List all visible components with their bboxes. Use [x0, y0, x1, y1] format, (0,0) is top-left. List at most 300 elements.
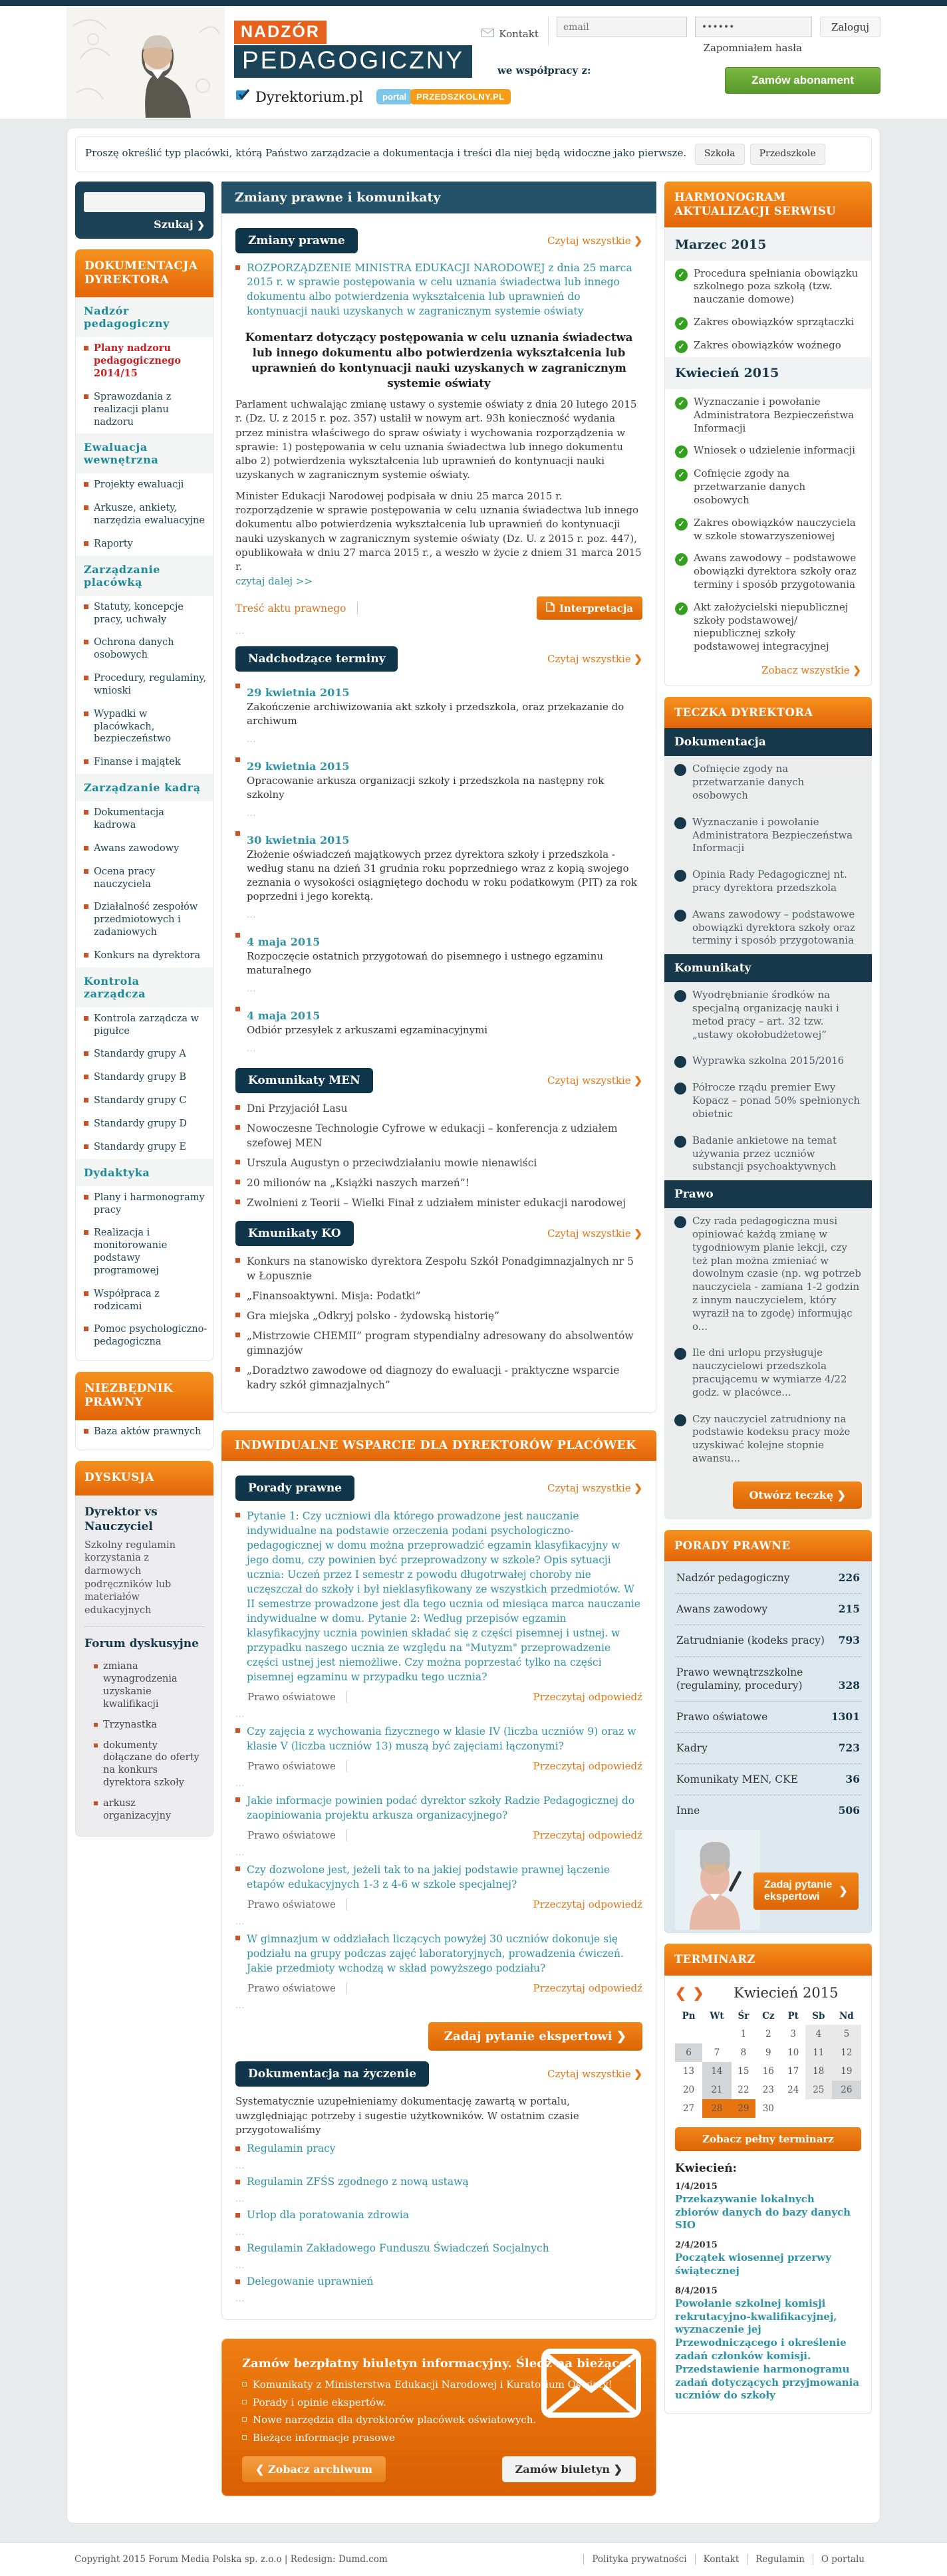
bullet-icon [84, 904, 88, 909]
bullet-icon [84, 676, 88, 680]
schedule-item[interactable]: ✓ Wyznaczanie i powołanie Administratora Bezpieczeństwa Informacji [665, 389, 871, 438]
bullet-icon [235, 1513, 240, 1517]
read-answer-link[interactable]: Przeczytaj odpowiedź [533, 1829, 642, 1842]
schedule-month-title: Marzec 2015 [665, 229, 871, 261]
bullet-icon [235, 1313, 240, 1317]
sidebar-menu-link[interactable]: Raporty [76, 533, 213, 556]
sidebar-menu-link[interactable]: Plany i harmonogramy pracy [76, 1186, 213, 1222]
calendar-day-cell[interactable]: 13 [682, 2065, 695, 2077]
facility-type-button[interactable]: Przedszkole [750, 144, 825, 165]
calendar-day-cell[interactable]: 26 [832, 2081, 861, 2099]
question-link[interactable]: W gimnazjum w oddziałach liczących powyżej 30 uczniów dokonuje się podziału na grupy podczas zajęć laboratoryjnych, prowadzenia ćwiczeń. Jakie przedmioty wchodzą w skład powyższego podziału? [247, 1933, 624, 1975]
calendar-day-name: Cz [762, 2010, 775, 2021]
documentation-link[interactable]: Urlop dla poratowania zdrowia [247, 2209, 410, 2222]
square-bullet-icon [242, 2400, 247, 2404]
documentation-link[interactable]: Regulamin Zakładowego Funduszu Świadczeń Socjalnych [247, 2242, 549, 2255]
read-all-link[interactable]: Czytaj wszystkie ❯ [547, 1227, 642, 1240]
newsletter-benefit: Porady i opinie ekspertów. [242, 2396, 636, 2410]
sidebar-menu-link[interactable]: Plany nadzoru pedagogicznego 2014/15 [76, 337, 213, 386]
interpretation-button[interactable]: Interpretacja [537, 596, 642, 620]
deadline-date[interactable]: 29 kwietnia 2015 [247, 760, 350, 773]
bullet-icon [235, 831, 240, 836]
forum-topic-link[interactable]: Trzynastka [84, 1715, 204, 1736]
sidebar-menu-link[interactable]: Finanse i majątek [76, 751, 213, 774]
schedule-item[interactable]: ✓ Cofnięcie zgody na przetwarzanie danych osobowych [665, 461, 871, 509]
forum-title: Forum dyskusyjne [84, 1637, 199, 1651]
calendar-day-cell[interactable]: 19 [832, 2062, 861, 2081]
sidebar-menu-link[interactable]: Awans zawodowy [76, 837, 213, 860]
sidebar-menu-link[interactable]: Wypadki w placówkach, bezpieczeństwo [76, 703, 213, 751]
tab-komunikaty-men[interactable]: Komunikaty MEN [235, 1068, 373, 1093]
calendar-day-cell[interactable]: 23 [762, 2084, 774, 2095]
calendar-day-cell[interactable]: 4 [805, 2025, 832, 2043]
calendar-event [665, 2281, 871, 2405]
ko-news-link[interactable]: Konkurs na stanowisko dyrektora Zespołu Szkół Ponadgimnazjalnych nr 5 w Łopusznie [247, 1255, 634, 1283]
chevron-right-icon: ❯ [616, 2029, 626, 2044]
legal-act-link[interactable]: Treść aktu prawnego [235, 602, 358, 614]
footer-link[interactable]: O portalu [813, 2554, 873, 2565]
calendar-day-cell[interactable]: 28 [702, 2099, 732, 2118]
calendar-day-name: Wt [710, 2010, 724, 2021]
calendar-event [665, 2176, 871, 2235]
chevron-right-icon: ❯ [634, 2068, 642, 2081]
commentary-paragraph: Parlament uchwalając zmianę ustawy o systemie oświaty z dnia 20 lutego 2015 r. (Dz. U. z 2015 r. poz. 357) ustalił w nowym art. 93h konieczność wydania przez ministra właściwego do spraw oświaty i wychowania rozporządzenia w sprawie: 1) postępowania w celu uznania świadectwa lub innego dokumentu albo 2) potwierdzenia wykształcenia lub uprawnień do kontynuacji nauki uzyskanych w zagranicznym systemie oświaty. [235, 398, 637, 481]
bullet-icon [235, 1797, 240, 1802]
read-answer-link[interactable]: Przeczytaj odpowiedź [533, 1691, 642, 1704]
calendar-day-cell[interactable]: 21 [702, 2081, 732, 2099]
chevron-right-icon: ❯ [837, 1488, 846, 1501]
question-category[interactable]: Prawo oświatowe [247, 1691, 347, 1703]
advice-category-label: Inne [676, 1805, 700, 1817]
calendar-day-cell[interactable]: 1 [740, 2028, 747, 2039]
folder-item-link[interactable]: Wyodrębnianie środków na specjalną organizację nauki i metod pracy – art. 32 tzw. „ustawy okołobudżetowej” [664, 982, 872, 1048]
chevron-right-icon: ❯ [613, 2463, 622, 2476]
calendar-day-cell[interactable]: 5 [832, 2025, 861, 2043]
sidebar-menu-link[interactable]: Arkusze, ankiety, narzędzia ewaluacyjne [76, 497, 213, 533]
advice-category-row[interactable] [675, 1563, 861, 1594]
folder-item-link[interactable]: Wyznaczanie i powołanie Administratora Bezpieczeństwa Informacji [664, 809, 872, 862]
event-link[interactable]: Początek wiosennej przerwy świątecznej [675, 2252, 831, 2277]
schedule-item[interactable]: ✓ Zakres obowiązków nauczyciela w szkole stowarzyszeniowej [665, 510, 871, 546]
chevron-right-icon: ❯ [634, 234, 642, 247]
order-newsletter-button[interactable]: Zamów biuletyn ❯ [502, 2456, 636, 2482]
login-area [481, 17, 880, 46]
advice-category-row[interactable] [675, 1657, 861, 1702]
calendar-day-cell[interactable]: 10 [787, 2047, 799, 2058]
check-icon: ✓ [675, 446, 688, 458]
documentation-item [235, 2209, 642, 2237]
bullet-icon [84, 1327, 88, 1331]
ko-news-link[interactable]: Gra miejska „Odkryj polsko - żydowską historię” [247, 1310, 499, 1323]
tab-dokumentacja-na-zyczenie[interactable]: Dokumentacja na życzenie [235, 2061, 429, 2087]
folder-group-title: Prawo [664, 1180, 872, 1208]
calendar-day-cell[interactable] [702, 2025, 732, 2043]
schedule-item[interactable]: ✓ Wniosek o udzielenie informacji [665, 438, 871, 461]
envelope-icon [541, 2349, 641, 2420]
bullet-icon [84, 482, 88, 487]
folder-item-link[interactable]: Awans zawodowy – podstawowe obowiązki dyrektora szkoły oraz terminy i sposób przygotowania [664, 902, 872, 954]
read-answer-link[interactable]: Przeczytaj odpowiedź [533, 1898, 642, 1911]
menu-section [76, 774, 213, 967]
sidebar-menu-link[interactable]: Działalność zespołów przedmiotowych i zadaniowych [76, 896, 213, 944]
calendar-day-cell[interactable]: 24 [787, 2084, 799, 2095]
footer-link[interactable]: Kontakt [695, 2554, 747, 2565]
main-column [221, 182, 656, 2497]
advice-category-row[interactable] [675, 1594, 861, 1625]
calendar-day-cell[interactable]: 27 [682, 2103, 695, 2114]
calendar-day-cell[interactable] [675, 2025, 702, 2043]
calendar-prev-icon[interactable]: ❮ [675, 1984, 686, 2001]
bullet-icon [235, 1258, 240, 1263]
notice-text: Proszę określić typ placówki, którą Państwo zarządzacie a dokumentacja i treści dla niej będą widoczne jako pierwsze. [85, 147, 687, 159]
folder-item-link[interactable]: Czy rada pedagogiczna musi opiniować każdą zmianę w tygodniowym planie lekcji, czy też plan można zmieniać w dowolnym czasie (np. wg potrzeb nauczyciela - zamiana 1-2 godzin z innym nauczycielem, który wyraził na to zgodę) informując o... [664, 1208, 872, 1340]
document-circle-icon [674, 870, 686, 882]
calendar-day-cell[interactable] [832, 2099, 861, 2118]
calendar-day-cell[interactable]: 6 [675, 2043, 702, 2062]
bullet-icon [84, 346, 88, 350]
folder-item-link[interactable]: Czy nauczyciel zatrudniony na podstawie kodeksu pracy może uzyskiwać kolejne stopnie awansu... [664, 1406, 872, 1472]
advice-category-label: Prawo wewnątrzszkolne (regulaminy, procedury) [676, 1666, 803, 1692]
deadline-item [235, 680, 642, 748]
sidebar-menu-link[interactable]: Projekty ewaluacji [76, 473, 213, 497]
advice-category-row[interactable] [675, 1733, 861, 1764]
footer-link[interactable]: Regulamin [747, 2554, 813, 2565]
bullet-icon [84, 640, 88, 644]
calendar-week-row [675, 2081, 861, 2099]
sidebar-menu-link[interactable]: Realizacja i monitorowanie podstawy programowej [76, 1222, 213, 1282]
calendar-day-cell[interactable]: 29 [732, 2099, 755, 2118]
men-news-link[interactable]: Urszula Augustyn o przeciwdziałaniu mowie nienawiści [247, 1157, 537, 1170]
deadline-date[interactable]: 4 maja 2015 [247, 1009, 321, 1023]
footer [0, 2542, 947, 2576]
read-all-link[interactable]: Czytaj wszystkie ❯ [547, 1482, 642, 1495]
calendar-day-cell[interactable]: 15 [738, 2065, 749, 2077]
advice-category-count: 215 [838, 1603, 860, 1616]
folder-item-link[interactable]: Badanie ankietowe na temat używania przez uczniów substancji psychoaktywnych [664, 1128, 872, 1180]
deadline-text: Opracowanie arkusza organizacji szkoły i przedszkola na następny rok szkolny [247, 775, 605, 801]
deadline-item [235, 827, 642, 924]
calendar-day-name: Sb [812, 2010, 825, 2021]
sidebar-menu-link[interactable]: Standardy grupy C [76, 1089, 213, 1112]
legal-change-link[interactable]: ROZPORZĄDZENIE MINISTRA EDUKACJI NARODOWEJ z dnia 25 marca 2015 r. w sprawie postępowania w celu uznania świadectwa lub innego dokumentu albo potwierdzenia wykształcenia lub uprawnień do kontynuacji nauki uzyskanych w zagranicznym systemie oświaty [247, 261, 632, 317]
menu-section-title: Ewaluacja wewnętrzna [76, 434, 213, 473]
ko-news-link[interactable]: „Mistrzowie CHEMII” program stypendialny adresowany do absolwentów gimnazjów [247, 1330, 634, 1357]
calendar-day-cell[interactable]: 12 [832, 2043, 861, 2062]
menu-section-title: Dydaktyka [76, 1159, 213, 1186]
bullet-icon [235, 1367, 240, 1372]
men-news-link[interactable]: Dni Przyjaciół Lasu [247, 1102, 348, 1115]
calendar-day-cell[interactable]: 17 [787, 2065, 799, 2077]
discussion-header: DYSKUSJA [75, 1461, 213, 1495]
sidebar-menu-link[interactable]: Współpraca z rodzicami [76, 1283, 213, 1319]
chevron-right-icon: ❯ [634, 1482, 642, 1495]
archive-button[interactable]: ❮ Zobacz archiwum [242, 2456, 386, 2482]
calendar-day-cell[interactable]: 9 [765, 2047, 771, 2058]
bullet-icon [84, 604, 88, 609]
read-all-link[interactable]: Czytaj wszystkie ❯ [547, 1075, 642, 1087]
event-link[interactable]: Powołanie szkolnej komisji rekrutacyjno-kwalifikacyjnej, wyznaczenie jej Przewodniczącego i określenie zadań członków komisji. Przedstawienie harmonogramu zadań dotyczących przyjmowania uczniów do szkoły [675, 2297, 860, 2402]
men-news-link[interactable]: Nowoczesne Technologie Cyfrowe w edukacji – konferencja z udziałem szefowej MEN [247, 1122, 618, 1150]
bullet-icon [235, 2279, 240, 2284]
sidebar-menu-link[interactable]: Ochrona danych osobowych [76, 631, 213, 667]
login-button[interactable]: Zaloguj [820, 17, 880, 37]
question-category[interactable]: Prawo oświatowe [247, 1760, 347, 1772]
deadline-text: Odbiór przesyłek z arkuszami egzaminacyjnymi [247, 1024, 488, 1037]
schedule-item[interactable]: ✓ Procedura spełniania obowiązku szkolnego poza szkołą (tzw. nauczanie domowe) [665, 261, 871, 309]
question-link[interactable]: Pytanie 1: Czy uczniowi dla którego prowadzone jest nauczanie indywidualne na podstawie orzeczenia podani psychologiczno-pedagogicznej w domu można przeprowadzić egzamin klasyfikacyjny w jego domu, czy powinien być przeprowadzony w szkole? Opis sytuacji ucznia: Uczeń przez I semestr z powodu długotrwałej choroby nie uczęszczał do szkoły i był nieklasyfikowany ze wszystkich przedmiotów. W II semestrze prowadzone jest dla tego ucznia od miesiąca marca nauczanie indywidualne w domu. Pytanie 2: Według przepisów egzamin klasyfikacyjny ucznia powinien składać się z części pisemnej i ustnej. w przypadku naszego ucznia ze względu na "Mutyzm" przeprowadzenie części ustnej jest niemożliwe. Czy można poprzestać tylko na części pisemnej egzaminu w przypadku tego ucznia? [247, 1510, 640, 1684]
subscribe-button[interactable]: Zamów abonament [725, 67, 880, 94]
event-link[interactable]: Przekazywanie lokalnych zbiorów danych do bazy danych SIO [675, 2192, 851, 2232]
director-folder-widget [664, 697, 872, 1519]
forum-topic-link[interactable]: arkusz organizacyjny [84, 1793, 204, 1827]
sidebar-menu-link[interactable]: Standardy grupy D [76, 1112, 213, 1136]
men-news-link[interactable]: 20 milionów na „Książki naszych marzeń”! [247, 1177, 470, 1190]
documentation-link[interactable]: Regulamin ZFŚS zgodnego z nową ustawą [247, 2176, 469, 2188]
question-link[interactable]: Czy zajęcia z wychowania fizycznego w klasie IV (liczba uczniów 9) oraz w klasie V (liczba uczniów 13) muszą być zajęciami łączonymi? [247, 1726, 636, 1753]
sidebar-menu-link[interactable]: Standardy grupy B [76, 1066, 213, 1089]
content-sheet [67, 128, 880, 2523]
read-all-link[interactable]: Czytaj wszystkie ❯ [547, 234, 642, 247]
legal-question [235, 1863, 642, 1926]
see-all-link[interactable]: Zobacz wszystkie ❯ [761, 664, 861, 677]
calendar-day-cell[interactable]: 14 [702, 2062, 732, 2081]
folder-item-link[interactable]: Ile dni urlopu przysługuje nauczycielowi przedszkola pracującemu w wymiarze 4/22 godz. w placówce... [664, 1340, 872, 1406]
chevron-left-icon: ❮ [255, 2463, 265, 2476]
calendar-day-cell[interactable]: 3 [790, 2028, 797, 2039]
bullet-icon [235, 1105, 240, 1110]
question-category[interactable]: Prawo oświatowe [247, 1829, 347, 1841]
calendar-week-row [675, 2099, 861, 2118]
separator: ... [235, 1779, 245, 1789]
calendar-day-name: Pt [787, 2010, 799, 2021]
password-field[interactable] [695, 17, 812, 37]
tab-komunikaty-ko[interactable]: Kmunikaty KO [235, 1221, 354, 1246]
director-photo [67, 6, 225, 119]
bullet-icon [94, 1664, 98, 1668]
sidebar-menu-link[interactable]: Dokumentacja kadrowa [76, 801, 213, 837]
facility-type-notice [75, 136, 872, 172]
tab-porady-prawne[interactable]: Porady prawne [235, 1476, 354, 1501]
schedule-item[interactable]: ✓ Awans zawodowy – podstawowe obowiązki dyrektora szkoły oraz terminy i sposób przygotowania [665, 545, 871, 594]
documentation-item [235, 2242, 642, 2270]
check-icon: ✓ [675, 269, 688, 281]
calendar-day-cell[interactable] [781, 2099, 805, 2118]
open-folder-button[interactable]: Otwórz teczkę ❯ [733, 1481, 862, 1509]
bullet-icon [235, 1728, 240, 1733]
sidebar-menu-link[interactable]: Standardy grupy E [76, 1136, 213, 1159]
sidebar-menu-link[interactable]: Standardy grupy A [76, 1043, 213, 1066]
bullet-icon [235, 2246, 240, 2251]
schedule-item[interactable]: ✓ Zakres obowiązków sprzątaczki [665, 309, 871, 332]
advice-category-row[interactable] [675, 1764, 861, 1795]
update-schedule-widget [664, 182, 872, 686]
document-circle-icon [674, 1083, 686, 1095]
advice-category-row[interactable] [675, 1795, 861, 1826]
document-circle-icon [674, 910, 686, 922]
calendar-widget [664, 1944, 872, 2414]
bullet-icon [84, 541, 88, 546]
deadline-date[interactable]: 4 maja 2015 [247, 936, 321, 949]
discussion-topic-link[interactable]: Szkolny regulamin korzystania z darmowych podręczników lub materiałów edukacyjnych [84, 1539, 176, 1616]
calendar-table [675, 2007, 861, 2118]
question-category[interactable]: Prawo oświatowe [247, 1982, 347, 1994]
sidebar-menu-link[interactable]: Baza aktów prawnych [76, 1420, 213, 1444]
document-circle-icon [674, 990, 686, 1002]
calendar-day-cell[interactable]: 11 [805, 2043, 832, 2062]
schedule-item[interactable]: ✓ Akt założycielski niepublicznej szkoły podstawowej/ niepublicznej szkoły podstawowej integracyjnej [665, 594, 871, 656]
separator: ... [235, 2194, 245, 2204]
legal-question [235, 1932, 642, 2010]
portal-badge: portal [376, 89, 412, 104]
newsletter-benefit: Komunikaty z Ministerstwa Edukacji Narodowej i Kuratorium Oświaty! [242, 2379, 636, 2392]
calendar-day-cell[interactable]: 30 [762, 2103, 774, 2114]
discussion-topic-title: Dyrektor vs Nauczyciel [84, 1505, 158, 1533]
forgot-password-link[interactable]: Zapomniałem hasła [703, 42, 802, 54]
bullet-icon [235, 2146, 240, 2151]
calendar-week-row [675, 2062, 861, 2081]
calendar-next-icon[interactable]: ❯ [692, 1984, 704, 2001]
bullet-icon [235, 684, 240, 688]
calendar-day-cell[interactable]: 2 [765, 2028, 771, 2039]
menu-section-title: Zarządzanie kadrą [76, 774, 213, 801]
full-calendar-button[interactable]: Zobacz pełny terminarz [675, 2127, 861, 2151]
event-date: 2/4/2015 [675, 2240, 718, 2251]
separator: ... [235, 2294, 245, 2304]
calendar-day-cell[interactable]: 16 [762, 2065, 774, 2077]
schedule-month [665, 229, 871, 356]
update-schedule-header: HARMONOGRAM AKTUALIZACJI SERWISU [664, 182, 872, 227]
menu-section [76, 434, 213, 555]
question-category[interactable]: Prawo oświatowe [247, 1898, 347, 1910]
folder-item-link[interactable]: Opinia Rady Pedagogicznej nt. pracy dyrektora przedszkola [664, 862, 872, 902]
separator: ... [235, 1917, 245, 1927]
przedszkolny-logo[interactable] [376, 89, 511, 104]
documentation-link[interactable]: Regulamin pracy [247, 2142, 336, 2155]
advice-category-count: 328 [838, 1678, 860, 1692]
bullet-icon [235, 2213, 240, 2218]
sidebar-menu-link[interactable]: Ocena pracy nauczyciela [76, 860, 213, 896]
separator: ... [247, 735, 257, 745]
sidebar-menu-link[interactable]: Procedury, regulaminy, wnioski [76, 667, 213, 703]
bullet-icon [84, 1075, 88, 1079]
dyrektorium-logo[interactable] [235, 87, 363, 106]
partner-logos [235, 87, 511, 106]
document-icon [546, 602, 555, 614]
calendar-day-name: Nd [839, 2010, 854, 2021]
footer-link[interactable]: Polityka prywatności [583, 2554, 694, 2565]
calendar-day-cell[interactable]: 20 [682, 2084, 695, 2095]
documentation-link[interactable]: Delegowanie uprawnień [247, 2275, 374, 2288]
read-more-link[interactable]: czytaj dalej >> [235, 575, 313, 588]
sidebar-menu-link[interactable]: Sprawozdania z realizacji planu nadzoru [76, 386, 213, 434]
calendar-day-cell[interactable]: 18 [805, 2062, 832, 2081]
check-icon: ✓ [675, 553, 688, 566]
search-button[interactable]: Szukaj ❯ [154, 217, 205, 231]
calendar-day-cell[interactable]: 22 [738, 2084, 749, 2095]
schedule-item[interactable]: ✓ Zakres obowiązków woźnego [665, 332, 871, 356]
sidebar-menu-link[interactable]: Pomoc psychologiczno-pedagogiczna [76, 1318, 213, 1354]
search-box [75, 182, 213, 239]
bullet-icon [235, 2180, 240, 2184]
advice-category-row[interactable] [675, 1625, 861, 1656]
calendar-month-label: Kwiecień 2015 [734, 1984, 839, 2001]
bullet-icon [235, 265, 240, 270]
calendar-day-cell[interactable] [805, 2099, 832, 2118]
question-link[interactable]: Jakie informacje powinien podać dyrektor szkoły Radzie Pedagogicznej do zaopiniowania projektu arkusza organizacyjnego? [247, 1795, 635, 1822]
deadline-date[interactable]: 30 kwietnia 2015 [247, 834, 350, 847]
document-circle-icon [674, 1414, 686, 1426]
tab-zmiany-prawne[interactable]: Zmiany prawne [235, 228, 358, 253]
search-input[interactable] [84, 192, 205, 212]
ask-expert-button[interactable]: Zadaj pytanie ekspertowi ❯ [428, 2022, 642, 2051]
documentation-item [235, 2275, 642, 2303]
chevron-right-icon: ❯ [634, 1075, 642, 1087]
calendar-day-cell[interactable]: 25 [805, 2081, 832, 2099]
contact-link[interactable]: Kontakt [481, 17, 549, 46]
bullet-icon [94, 1801, 98, 1805]
check-icon: ✓ [675, 469, 688, 481]
calendar-day-cell[interactable]: 7 [714, 2047, 720, 2058]
document-circle-icon [674, 1136, 686, 1148]
bullet-icon [94, 1743, 98, 1747]
email-field[interactable] [557, 17, 687, 37]
sidebar-menu-link[interactable]: Statuty, koncepcje pracy, uchwały [76, 596, 213, 632]
calendar-week-row [675, 2025, 861, 2043]
read-all-link[interactable]: Czytaj wszystkie ❯ [547, 2068, 642, 2081]
facility-type-button[interactable]: Szkoła [695, 144, 745, 165]
forum-topic-link[interactable]: dokumenty dołączane do oferty na konkurs dyrektora szkoły [84, 1736, 204, 1793]
read-all-link[interactable]: Czytaj wszystkie ❯ [547, 653, 642, 666]
read-answer-link[interactable]: Przeczytaj odpowiedź [533, 1760, 642, 1773]
men-news-link[interactable]: Zwolnieni z Teorii – Wielki Finał z udziałem minister edukacji narodowej [247, 1197, 626, 1210]
document-circle-icon [674, 817, 686, 829]
sidebar-menu-link[interactable]: Kontrola zarządcza w pigułce [76, 1007, 213, 1043]
site-logo[interactable] [234, 21, 472, 78]
legal-question [235, 1509, 642, 1719]
question-link[interactable]: Czy dozwolone jest, jeżeli tak to na jakiej podstawie prawnej łączenie etapów edukacyjnych 1-3 z 4-6 w szkole specjalnej? [247, 1864, 610, 1891]
folder-item-link[interactable]: Wyprawka szkolna 2015/2016 [664, 1048, 872, 1075]
bullet-icon [84, 711, 88, 716]
ko-news-link[interactable]: „Doradztwo zawodowe od diagnozy do ewaluacji - praktyczne wsparcie kadry szkół gimnazjalnych” [247, 1364, 620, 1392]
bullet-icon [84, 1195, 88, 1200]
top-bar [0, 0, 947, 6]
bullet-icon [84, 1051, 88, 1056]
separator: ... [235, 1848, 245, 1858]
bullet-icon [84, 505, 88, 510]
bullet-icon [84, 953, 88, 958]
check-icon: ✓ [675, 340, 688, 353]
logo-line2: PEDAGOGICZNY [234, 45, 472, 78]
legal-advice-widget [664, 1530, 872, 1934]
bullet-icon [235, 933, 240, 938]
forum-topic-link[interactable]: zmiana wynagrodzenia uzyskanie kwalifikacji [84, 1656, 204, 1714]
bullet-icon [235, 1936, 240, 1940]
deadline-date[interactable]: 29 kwietnia 2015 [247, 686, 350, 700]
tab-nadchodzace-terminy[interactable]: Nadchodzące terminy [235, 646, 398, 672]
folder-item-link[interactable]: Cofnięcie zgody na przetwarzanie danych osobowych [664, 756, 872, 809]
check-icon: ✓ [675, 602, 688, 615]
read-answer-link[interactable]: Przeczytaj odpowiedź [533, 1982, 642, 1995]
ko-news-link[interactable]: „Finansoaktywni. Misja: Podatki” [247, 1290, 421, 1303]
schedule-month [665, 357, 871, 656]
calendar-day-cell[interactable]: 8 [740, 2047, 747, 2058]
menu-section [76, 297, 213, 434]
sidebar-menu-link[interactable]: Konkurs na dyrektora [76, 944, 213, 967]
advice-category-row[interactable] [675, 1702, 861, 1733]
ask-expert-sidebar-button[interactable]: Zadaj pytanie ekspertowi ❯ [753, 1872, 859, 1910]
folder-item-link[interactable]: Półrocze rządu premier Ewy Kopacz – ponad 50% spełnionych obietnic [664, 1075, 872, 1127]
right-sidebar [664, 182, 872, 2424]
